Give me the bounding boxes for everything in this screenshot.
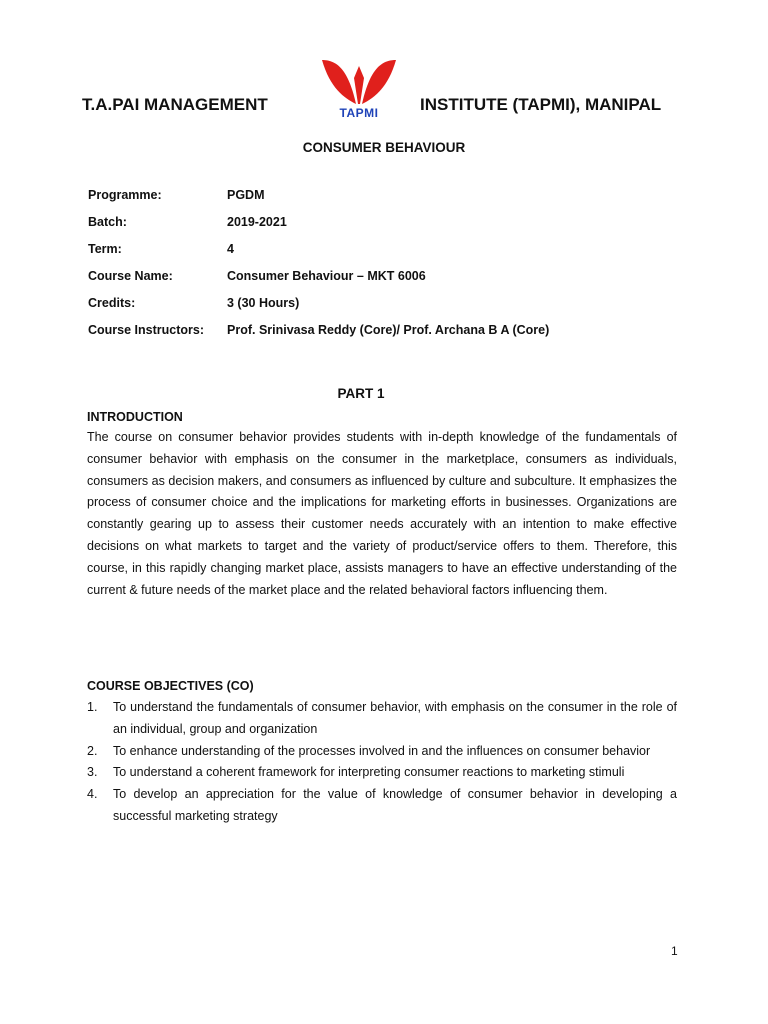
list-item-text: To understand a coherent framework for interpreting consumer reactions to marketing stimuli <box>113 765 625 780</box>
logo-text: TAPMI <box>339 106 379 120</box>
list-item-text: To enhance understanding of the processes involved in and the influences on consumer behavior <box>113 743 651 758</box>
list-item <box>87 784 677 828</box>
list-item-text: To develop an appreciation for the value of knowledge of consumer behavior in developing a successful marketing strategy <box>113 787 677 823</box>
info-row-course-name <box>88 262 549 289</box>
list-item-text: To understand the fundamentals of consumer behavior, with emphasis on the consumer in the role of an individual, group and organization <box>113 700 677 736</box>
info-value: 2019-2021 <box>227 214 287 229</box>
list-item <box>87 762 677 784</box>
info-row-term <box>88 235 549 262</box>
info-label: Programme: <box>88 187 162 202</box>
list-item <box>87 741 677 763</box>
info-row-credits <box>88 289 549 316</box>
page-number: 1 <box>671 944 678 958</box>
logo-emblem-icon <box>318 58 400 106</box>
tapmi-logo <box>318 58 400 124</box>
info-label: Course Name: <box>88 268 173 283</box>
document-title: CONSUMER BEHAVIOUR <box>302 140 466 155</box>
list-item-number: 1. <box>87 700 98 714</box>
introduction-heading: INTRODUCTION <box>87 410 183 424</box>
list-item-number: 3. <box>87 765 98 780</box>
list-item-number: 4. <box>87 787 98 802</box>
info-label: Batch: <box>88 214 127 229</box>
info-value: PGDM <box>227 187 265 202</box>
info-value: 4 <box>227 241 234 256</box>
list-item-number: 2. <box>87 743 98 758</box>
info-value: 3 (30 Hours) <box>227 295 300 310</box>
info-value: Prof. Srinivasa Reddy (Core)/ Prof. Archana B A (Core) <box>227 322 550 337</box>
info-label: Credits: <box>88 295 136 310</box>
info-label: Term: <box>88 241 122 256</box>
introduction-paragraph: The course on consumer behavior provides students with in-depth knowledge of the fundamentals of consumer behavior with emphasis on the consumer in the marketplace, consumers as individuals, consumers as decision makers, and consumers as influenced by culture and subculture. It emphasizes the process of consumer choice and the implications for marketing efforts in businesses. Organizations are constantly gearing up to assess their customer needs accurately with an intention to make effective decisions on what markets to target and the variety of product/service offers to them. Therefore, this course, in this rapidly changing market place, assists managers to have an effective understanding of the current & future needs of the market place and the related behavioral factors influencing them. <box>87 430 677 597</box>
info-row-batch <box>88 208 549 235</box>
institute-name-right: INSTITUTE (TAPMI), MANIPAL <box>420 95 662 114</box>
objectives-list <box>87 697 677 828</box>
institute-name-left: T.A.PAI MANAGEMENT <box>82 95 268 114</box>
course-info-table <box>88 181 549 343</box>
info-row-instructors <box>88 316 549 343</box>
part-heading: PART 1 <box>337 386 385 401</box>
info-value: Consumer Behaviour – MKT 6006 <box>227 268 426 283</box>
info-label: Course Instructors: <box>88 322 204 337</box>
info-row-programme <box>88 181 549 208</box>
objectives-heading: COURSE OBJECTIVES (CO) <box>87 679 254 693</box>
list-item <box>87 697 677 741</box>
